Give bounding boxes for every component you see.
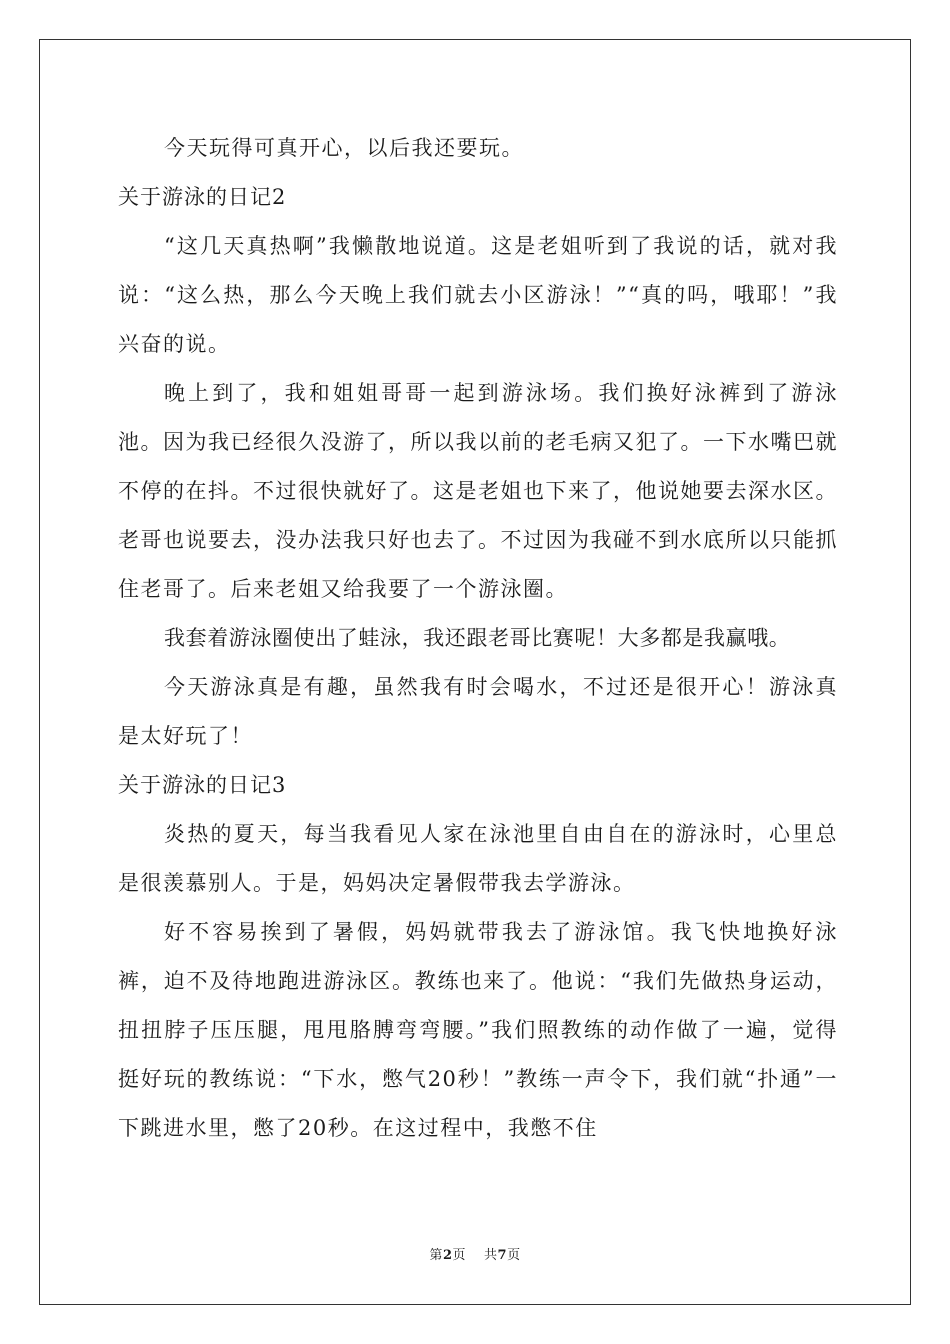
- paragraph: “这几天真热啊”我懒散地说道。这是老姐听到了我说的话，就对我说：“这么热，那么今天晚上我们就去小区游泳！”“真的吗，哦耶！”我兴奋的说。: [118, 234, 838, 356]
- page-prefix: 第: [429, 1248, 443, 1263]
- document-body: [118, 124, 838, 1153]
- paragraph: 炎热的夏天，每当我看见人家在泳池里自由自在的游泳时，心里总是很羡慕别人。于是，妈妈决定暑假带我去学游泳。: [118, 822, 838, 895]
- paragraph: 我套着游泳圈使出了蛙泳，我还跟老哥比赛呢！大多都是我赢哦。: [164, 626, 791, 650]
- section-heading: 关于游泳的日记2: [118, 185, 287, 209]
- paragraph: 晚上到了，我和姐姐哥哥一起到游泳场。我们换好泳裤到了游泳池。因为我已经很久没游了，所以我以前的老毛病又犯了。一下水嘴巴就不停的在抖。不过很快就好了。这是老姐也下来了，他说她要去深水区。老哥也说要去，没办法我只好也去了。不过因为我碰不到水底所以只能抓住老哥了。后来老姐又给我要了一个游泳圈。: [118, 381, 838, 601]
- total-pages: 7: [497, 1248, 508, 1263]
- section-heading: 关于游泳的日记3: [118, 773, 287, 797]
- total-suffix: 页: [507, 1248, 521, 1263]
- total-prefix: 共: [484, 1248, 498, 1263]
- paragraph: 今天游泳真是有趣，虽然我有时会喝水，不过还是很开心！游泳真是太好玩了！: [118, 675, 838, 748]
- page-suffix: 页: [452, 1248, 466, 1263]
- paragraph: 今天玩得可真开心，以后我还要玩。: [164, 136, 524, 160]
- paragraph: 好不容易挨到了暑假，妈妈就带我去了游泳馆。我飞快地换好泳裤，迫不及待地跑进游泳区。教练也来了。他说：“我们先做热身运动，扭扭脖子压压腿，甩甩胳膊弯弯腰。”我们照教练的动作做了一遍，觉得挺好玩的教练说：“下水，憋气20秒！”教练一声令下，我们就“扑通”一下跳进水里，憋了20秒。在这过程中，我憋不住: [118, 920, 838, 1140]
- page-number: 2: [442, 1248, 453, 1263]
- page-footer: [0, 1244, 950, 1263]
